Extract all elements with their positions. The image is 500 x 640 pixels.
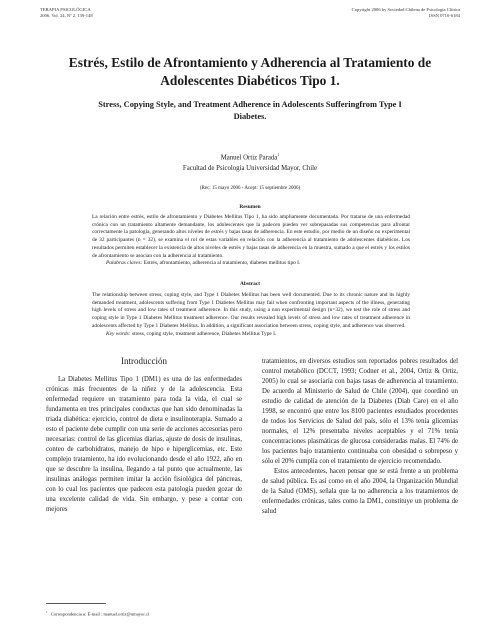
received-dates: (Rec: 15 mayo 2006 - Acept: 15 septiembre 2006) [199,186,301,191]
running-header [40,7,460,19]
english-title-line-2: Diabetes. [233,112,267,121]
introduction-paragraph: La Diabetes Mellitus Tipo 1 (DM1) es una de las enfermedades crónicas más frecuentes de la niñez y de la adolescencia. Esta enfermedad requiere un tratamiento para toda la vida, el cual se fundamenta en tres principales conductas que han sido denominadas la triada diabética: ejercicio, control de dieta e insulinoterapia. Sumado a esto el paciente debe cumplir con una serie de acciones accesorias pero necesarias: control de las glicemias diarias, ajuste de dosis de insulinas, conteo de carbohidratos, manejo de hipo e hiperglicemias, etc. Este complejo tratamiento, ha ido evolucionando desde el año 1922, año en que se descubre la insulina, llegando a tal punto que actualmente, las insulinas análogas permiten imitar la acción fisiológica del páncreas, con lo cual los pacientes que padecen esta patología pueden gozar de una excelente calidad de vida. Sin embargo, y pese a contar con mejores [46,376,242,514]
abstract-text: The relationship between stress, coping style, and Type 1 Diabetes Mellitus has been well documented. Due to its chronic nature and its highly demanded treatment, adolescents suffering from Type 1 Diabetes Mellitus may fail when confronting important aspects of the illness, generating high levels of stress and low rates of treatment adherence. In this study, using a non experimental design (n=32), we test the role of stress and coping style in Type 1 Diabetes Mellitus treatment adherence. Our results revealed high levels of stress and low rates of treatment adherence in adolescents affected by Type 1 Diabetes Mellitus. In addition, a significant association between stress, coping style, and adherence was observed. [92,292,410,329]
spanish-title-line-2: Adolescentes Diabéticos Tipo 1. [160,73,340,88]
resumen-keywords-text: Estrés, afrontamiento, adherencia al tratamiento, diabetes mellitus tipo I. [143,260,301,267]
copyright-info [352,7,460,19]
author-footnote-mark: 1 [277,152,280,157]
introduction-heading: Introducción [121,356,167,366]
resumen-heading: Resumen [239,204,261,210]
left-column [46,355,242,515]
right-paragraph-2: Estos antecedentes, hacen pensar que se está frente a un problema de salud pública. Es así como en el año 2004, la Organización Mundial de la Salud (OMS), señala que la no adherencia a los tratamientos de enfermedades crónicas, tales como la DM1, constituye un problema de salud [262,468,458,516]
english-title-line-1: Stress, Copying Style, and Treatment Adherence in Adolescents Sufferingfrom Type I [98,100,402,109]
resumen-text: La relación entre estrés, estilo de afrontamiento y Diabetes Mellitus Tipo 1, ha sido ampliamente documentada. Por tratarse de una enfermedad crónica con un tratamiento altamente demandante, los adolescentes que la padecen pueden ver sobrepasadas sus competencias para afrontar correctamente la patología, generando altos niveles de estrés y bajas tasas de adherencia. En este estudio, por medio de un diseño no experimental de 32 participantes (n = 32), se examina el rol de estas variables en relación con la adherencia al tratamiento de adolescentes diabéticos. Los resultados permiten establecer la existencia de altos niveles de estrés y bajas tasas de adherencia en la muestra, sumado a que el estrés y los estilos de afrontamiento se asocian con la adherencia al tratamiento. [92,214,410,259]
author-line [40,150,460,163]
affiliation: Facultad de Psicología Universidad Mayor, Chile [182,165,318,172]
spanish-title-line-1: Estrés, Estilo de Afrontamiento y Adherencia al Tratamiento de [68,55,432,70]
right-column [262,357,458,517]
spanish-title [40,54,460,90]
footnote [46,609,242,618]
footnote-divider [46,603,106,604]
english-title [40,99,460,123]
journal-volume: 2006, Vol. 24, Nº 2, 139-148 [40,13,93,18]
resumen-keywords [92,260,410,268]
resumen-keywords-label: Palabras claves: [106,260,143,267]
footnote-mark: 1 [46,610,48,614]
abstract-keywords [92,331,410,339]
abstract-keywords-label: Key words: [106,330,131,337]
journal-info [40,7,93,19]
abstract-heading: Abstract [239,281,261,287]
abstract-body [92,292,410,338]
journal-name: TERAPIA PSICOLÓGICA [40,7,91,12]
resumen-body [92,214,410,268]
abstract-keywords-text: stress, coping style, treatment adherence, Diabetes Mellitus Type I. [131,330,277,337]
issn-text: ISSN 0716-6184 [428,13,460,18]
copyright-text: Copyright 2006 by Sociedad Chilena de Psicología Clínica [351,7,460,12]
footnote-text: Correspondencia a: E-mail : manuel.ortiz@umayor.cl [50,611,150,617]
right-paragraph-1: tratamientos, en diversos estudios son reportados pobres resultados del control metabólico (DCCT, 1993; Codner et al., 2004, Ortiz & Ortiz, 2005) lo cual se asociaría con bajas tasas de adherencia al tratamiento. De acuerdo al Ministerio de Salud de Chile (2004), que coordinó un estudio de calidad de atención de la Diabetes (Diab Care) en el año 1998, se encontró que entre los 8100 pacientes estudiados procedentes de todos los Servicios de Salud del país, sólo el 13% tenía glicemias normales, el 12% presentaba niveles aceptables y el 71% tenía concentraciones plasmáticas de glucosa consideradas malas. El 74% de los pacientes bajo tratamiento continuaba con obesidad o sobrepeso y sólo el 20% cumplía con el tratamiento de ejercicio recomendado. [262,358,458,466]
author-name: Manuel Ortiz Parada [220,154,278,162]
